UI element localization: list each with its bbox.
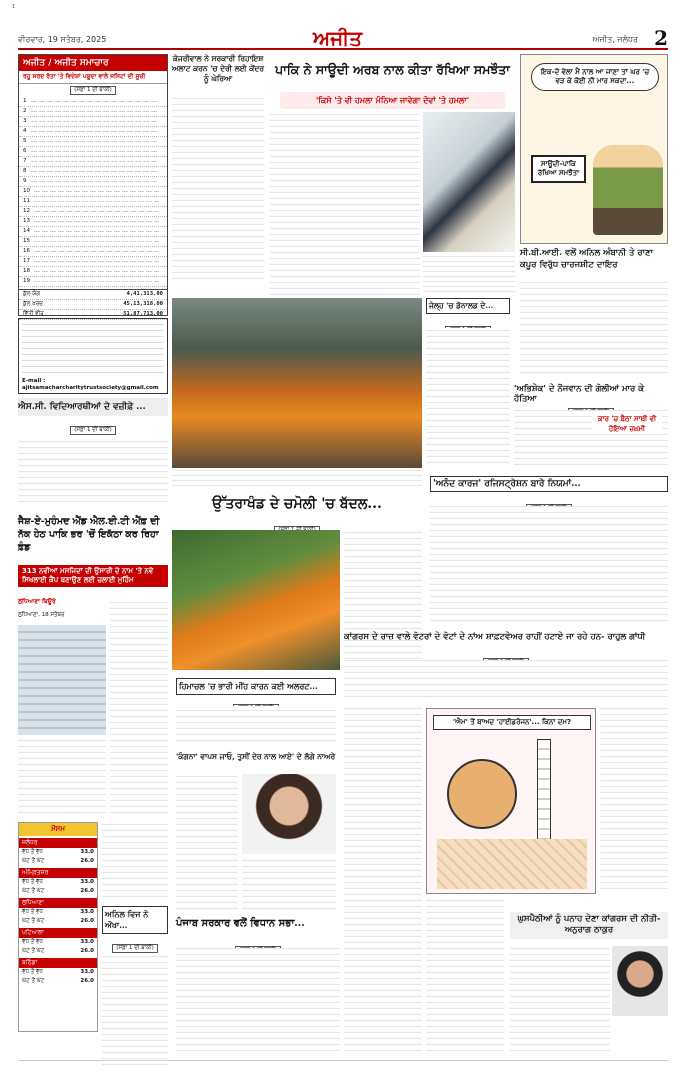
row-text [31, 151, 160, 152]
weather-city: ਲੁਧਿਆਣਾ [19, 898, 97, 908]
row-label: 12 [23, 208, 30, 214]
weather-min-value: 26.0 [80, 888, 94, 894]
row-label: 17 [23, 258, 30, 264]
weather-min-label: ਘੱਟ ਤੋਂ ਘੱਟ [22, 948, 45, 954]
rahul-body-3 [426, 898, 504, 1056]
relief-fund-row [19, 177, 167, 187]
abhishek-kaar-sub: ਕਾਰ 'ਚ ਬੈਠਾ ਸਾਥੀ ਵੀ ਹੋਇਆ ਜ਼ਖ਼ਮੀ [592, 414, 662, 434]
row-text [34, 281, 159, 282]
relief-fund-row [19, 267, 167, 277]
sc-students-body [18, 437, 168, 507]
kangana-headline: 'ਕੰਗਨਾ' ਵਾਪਸ ਜਾਓ, ਤੁਸੀਂ ਦੇਰ ਨਾਲ ਆਏ' ਦੇ ਲੱਗੇ ਨਾਅਰੇ [176, 752, 336, 761]
relief-fund-row [19, 217, 167, 227]
kejriwal-story [172, 54, 264, 98]
anand-headline: 'ਅਨੰਦ ਕਾਰਜ' ਰਜਿਸਟ੍ਰੇਸ਼ਨ ਬਾਰੇ ਨਿਯਮਾਂ... [430, 476, 668, 492]
row-text [34, 251, 159, 252]
jail-headline: ਜੇਲ੍ਹ 'ਚ ਡੋਨਾਲਡ ਦੇ... [429, 301, 494, 310]
weather-max-row [19, 908, 97, 917]
ludhiana-dateline: ਲੁਧਿਆਣਾ, 18 ਸਤੰਬਰ [18, 612, 65, 618]
cartoon2-face [447, 759, 517, 829]
jaish-red-subhead: 313 ਨਵੀਆਂ ਮਸਜਿਦਾਂ ਦੀ ਉਸਾਰੀ ਦੇ ਨਾਮ 'ਤੇ ਨਵੇਂ ਸਿਖਲਾਈ ਕੈਂਪ ਬਣਾਉਣ ਲਈ ਚਲਾਈ ਮੁਹਿੰਮ [18, 565, 168, 587]
row-label: 7 [23, 158, 27, 164]
row-label: 11 [23, 198, 30, 204]
row-label: 15 [23, 238, 30, 244]
total-label: ਵਿੱਤੀ ਵੀਰ [23, 311, 44, 317]
weather-max-value: 33.0 [80, 969, 94, 975]
anand-body [430, 506, 668, 626]
row-text [34, 201, 159, 202]
cbi-body [520, 278, 668, 378]
kangana-body [176, 774, 238, 914]
row-label: 19 [23, 278, 30, 284]
row-text [31, 171, 160, 172]
sc-students-story [18, 398, 168, 510]
relief-fund-row [19, 157, 167, 167]
weather-max-label: ਵੱਧ ਤੋਂ ਵੱਧ [22, 909, 43, 915]
row-label: 1 [23, 98, 27, 104]
rescue-team-photo [172, 530, 340, 670]
relief-fund-row [19, 137, 167, 147]
weather-min-row [19, 857, 97, 866]
print-footer [18, 1060, 668, 1070]
weather-min-row [19, 947, 97, 956]
weather-min-label: ਘੱਟ ਤੋਂ ਘੱਟ [22, 918, 45, 924]
section-tag: (ਸਫ਼ਾ 1 ਦੀ ਬਾਕੀ) [70, 426, 116, 435]
trust-ad-email: E-mail : ajitsamacharcharitytrustsociety@gmail.com [22, 378, 159, 392]
jail-story [426, 298, 510, 314]
jail-body [426, 328, 510, 468]
anurag-body [510, 946, 610, 1056]
weather-max-row [19, 848, 97, 857]
jaish-body [110, 598, 168, 818]
weather-city: ਬਠਿੰਡਾ [19, 958, 97, 968]
row-label: 3 [23, 118, 27, 124]
row-label: 9 [23, 178, 27, 184]
total-label: ਕੁੱਲ ਯੋਗ [23, 291, 41, 297]
bureau-label: ਲੁਧਿਆਣਾ ਬਿਊਰੋ [18, 598, 56, 605]
relief-fund-row [19, 227, 167, 237]
anil-story [102, 906, 168, 1056]
weather-max-label: ਵੱਧ ਤੋਂ ਵੱਧ [22, 969, 43, 975]
weather-max-row [19, 878, 97, 887]
weather-min-label: ਘੱਟ ਤੋਂ ਘੱਟ [22, 978, 45, 984]
relief-fund-row [19, 207, 167, 217]
cartoon-speech: ਇਕ-ਦੋ ਵੇਲਾ ਮੈਂ ਨਾਲ ਆ ਜਾਣਾ ਤਾਂ ਘਰ 'ਚ ਵੜ ਕੇ ਕੋਈ ਨੀ ਮਾਰ ਸਕਦਾ... [531, 63, 659, 91]
kangana-body-2 [242, 858, 336, 914]
row-label: 16 [23, 248, 30, 254]
punjab-body [176, 948, 340, 1056]
pak-saudi-body [270, 112, 420, 312]
anil-body [102, 955, 168, 1070]
cartoon2-caption: 'ਐਮ' ਤੋਂ ਬਾਅਦ 'ਹਾਈਡਰੋਜਨ'... ਕਿਨਾ ਦਮ? [433, 715, 591, 730]
relief-fund-row [19, 127, 167, 137]
kejriwal-headline: ਕੇਜਰੀਵਾਲ ਨੇ ਸਰਕਾਰੀ ਰਿਹਾਇਸ਼ ਅਲਾਟ ਕਰਨ 'ਚ ਦੇਰੀ ਲਈ ਕੇਂਦਰ ਨੂੰ ਘੇਰਿਆ [172, 54, 264, 84]
misc-body [102, 822, 168, 902]
cbi-headline: ਸੀ.ਬੀ.ਆਈ. ਵਲੋਂ ਅਨਿਲ ਅੰਬਾਨੀ ਤੇ ਰਾਣਾ ਕਪੂਰ ਵਿਰੁੱਧ ਚਾਰਜਸ਼ੀਟ ਦਾਇਰ [520, 248, 654, 270]
weather-max-row [19, 968, 97, 977]
row-text [31, 101, 160, 102]
row-text [31, 121, 160, 122]
row-text [34, 221, 159, 222]
weather-max-value: 33.0 [80, 849, 94, 855]
leaders-caption [423, 256, 515, 296]
total-value: 45,13,318.00 [123, 301, 163, 307]
anil-headline: ਅਨਿਲ ਵਿਜ ਨੇ ਔਖਾ... [102, 906, 168, 934]
relief-fund-sub: ਰਹੂ ਸਰਦ ਰੱਤਾ 'ਤੇ ਵਿਦੇਸ਼ਾਂ ਪਸ਼ੂਦਾ ਵਾਲੇ ਜਸਿਟਾਂ ਦੀ ਸੂਚੀ [19, 71, 167, 84]
weather-max-label: ਵੱਧ ਤੋਂ ਵੱਧ [22, 939, 43, 945]
row-text [31, 181, 160, 182]
relief-fund-head: ਅਜੀਤ / ਅਜੀਤ ਸਮਾਚਾਰ [19, 55, 167, 71]
weather-city: ਅੰਮ੍ਰਿਤਸਰ [19, 868, 97, 878]
weather-box [18, 822, 98, 1032]
cartoon-sign: ਸਾਊਦੀ-ਪਾਕਿ ਰੱਖਿਆ ਸਮਝੌਤਾ [531, 155, 586, 183]
pak-saudi-headline: ਪਾਕਿ ਨੇ ਸਾਊਦੀ ਅਰਬ ਨਾਲ ਕੀਤਾ ਰੱਖਿਆ ਸਮਝੌਤਾ [275, 62, 510, 77]
himachal-body [176, 706, 336, 746]
weather-max-value: 33.0 [80, 939, 94, 945]
weather-max-value: 33.0 [80, 909, 94, 915]
weather-max-label: ਵੱਧ ਤੋਂ ਵੱਧ [22, 879, 43, 885]
cartoon2-rocket [537, 739, 551, 849]
row-label: 18 [23, 268, 30, 274]
weather-min-value: 26.0 [80, 948, 94, 954]
rahul-body [344, 660, 668, 702]
weather-max-row [19, 938, 97, 947]
jaish-body-2 [18, 740, 106, 818]
abhishek-headline: 'ਅਭਿਸ਼ੇਕ' ਦੇ ਨੌਜਵਾਨ ਦੀ ਗੋਲੀਆਂ ਮਾਰ ਕੇ ਹੱਤਿਆ [514, 384, 645, 404]
row-text [31, 131, 160, 132]
jaish-headline: ਜੈਸ਼-ਏ-ਮੁਹੰਮਦ ਐਂਡ ਐਲ.ਈ.ਟੀ ਐਂਫ਼ ਦੀ ਨੱਕ ਹੇਠ ਪਾਕਿ ਭਰ 'ਚੋਂ ਇਕੱਠਾ ਕਰ ਰਿਹਾ ਫ਼ੰਡ [18, 516, 160, 553]
total-label: ਕੁੱਲ ਖ਼ਰਚ [23, 301, 43, 307]
hydrogen-cartoon [426, 708, 596, 894]
relief-fund-box [18, 54, 168, 316]
crowd-caption [172, 470, 422, 490]
relief-fund-row [19, 277, 167, 287]
relief-fund-total [19, 300, 167, 310]
anurag-headline: ਘੁਸਪੈਠੀਆਂ ਨੂੰ ਪਨਾਹ ਦੇਣਾ ਕਾਂਗਰਸ ਦੀ ਨੀਤੀ- ਅਨੁਰਾਗ ਠਾਕੁਰ [510, 912, 668, 939]
row-label: 10 [23, 188, 30, 194]
relief-fund-row [19, 247, 167, 257]
himachal-headline: ਹਿਮਾਚਲ 'ਚ ਭਾਰੀ ਮੀਂਹ ਕਾਰਨ ਕਈ ਅਲਰਟ... [176, 678, 336, 695]
section-tag: (ਸਫ਼ਾ 1 ਦੀ ਬਾਕੀ) [70, 86, 116, 95]
weather-max-label: ਵੱਧ ਤੋਂ ਵੱਧ [22, 849, 43, 855]
weather-min-value: 26.0 [80, 858, 94, 864]
row-label: 5 [23, 138, 27, 144]
page-number: 2 [654, 26, 668, 50]
editorial-cartoon [520, 54, 668, 244]
pak-saudi-subhead: 'ਕਿਸੇ 'ਤੇ ਵੀ ਹਮਲਾ ਮੰਨਿਆ ਜਾਵੇਗਾ ਦੋਵਾਂ 'ਤੇ ਹਮਲਾ' [280, 92, 505, 109]
row-label: 4 [23, 128, 27, 134]
punjab-headline: ਪੰਜਾਬ ਸਰਕਾਰ ਵਲੋਂ ਵਿਧਾਨ ਸਭਾ... [176, 918, 305, 929]
relief-fund-row [19, 257, 167, 267]
weather-min-label: ਘੱਟ ਤੋਂ ਘੱਟ [22, 858, 45, 864]
row-text [31, 111, 160, 112]
row-text [34, 231, 159, 232]
row-text [34, 211, 159, 212]
weather-city: ਪਟਿਆਲਾ [19, 928, 97, 938]
row-text [31, 161, 160, 162]
rahul-body-2 [344, 706, 422, 1056]
paper-title: ਅਜੀਤ [313, 26, 363, 50]
row-text [34, 271, 159, 272]
weather-min-value: 26.0 [80, 918, 94, 924]
total-value: 4,41,313.00 [126, 291, 163, 297]
sc-students-headline: ਐਸ.ਸੀ. ਵਿਦਿਆਰਥੀਆਂ ਦੇ ਵਜ਼ੀਫ਼ੇ ... [18, 398, 168, 416]
masthead [18, 26, 668, 50]
weather-min-value: 26.0 [80, 978, 94, 984]
weather-city: ਜਲੰਧਰ [19, 838, 97, 848]
crowd-rescue-photo [172, 298, 422, 468]
weather-min-label: ਘੱਟ ਤੋਂ ਘੱਟ [22, 888, 45, 894]
row-label: 8 [23, 168, 27, 174]
weather-max-value: 33.0 [80, 879, 94, 885]
total-value: 51,87,713.00 [123, 311, 163, 317]
row-text [34, 241, 159, 242]
cartoon-figures [593, 145, 663, 235]
row-label: 6 [23, 148, 27, 154]
row-label: 13 [23, 218, 30, 224]
issue-date: ਵੀਰਵਾਰ, 19 ਸਤੰਬਰ, 2025 [18, 35, 107, 44]
ludhiana-bureau [18, 598, 106, 612]
leaders-photo [423, 112, 515, 252]
trust-ad [18, 318, 168, 394]
relief-fund-row [19, 117, 167, 127]
anurag-portrait [612, 946, 668, 1016]
rahul-headline: ਕਾਂਗਰਸ ਦੇ ਰਾਜ਼ ਵਾਲੇ ਵੋਟਰਾਂ ਦੇ ਵੋਟਾਂ ਦੇ ਨਾਂਅ ਸਾਫ਼ਟਵੇਅਰ ਰਾਹੀਂ ਹਟਾਏ ਜਾ ਰਹੇ ਹਨ- ਰਾਹੁਲ ਗਾਂਧੀ [344, 632, 646, 642]
row-text [31, 141, 160, 142]
weather-list [19, 838, 97, 986]
documents-photo [18, 625, 106, 735]
kangana-portrait [242, 774, 336, 854]
edition-label: ਅਜੀਤ, ਜਲੰਧਰ [592, 35, 638, 44]
relief-fund-row [19, 107, 167, 117]
weather-min-row [19, 887, 97, 896]
section-tag: (ਸਫ਼ਾ 1 ਦੀ ਬਾਕੀ) [112, 944, 158, 953]
relief-fund-row [19, 167, 167, 177]
weather-min-row [19, 917, 97, 926]
row-label: 14 [23, 228, 30, 234]
relief-fund-total [19, 290, 167, 300]
relief-fund-row [19, 97, 167, 107]
relief-fund-row [19, 187, 167, 197]
weather-min-row [19, 977, 97, 986]
relief-fund-row [19, 237, 167, 247]
relief-fund-row [19, 197, 167, 207]
row-text [34, 261, 159, 262]
row-text [34, 191, 159, 192]
relief-fund-list [19, 97, 167, 287]
uttarakhand-headline: ਉੱਤਰਾਖੰਡ ਦੇ ਚਮੋਲੀ 'ਚ ਬੱਦਲ... [212, 496, 382, 512]
kejriwal-body [172, 98, 264, 284]
print-strip: I [12, 4, 16, 10]
relief-fund-totals [19, 289, 167, 320]
right-column-body [600, 708, 668, 894]
cartoon2-ground [437, 839, 587, 889]
relief-fund-row [19, 147, 167, 157]
row-label: 2 [23, 108, 27, 114]
weather-head: ਮੌਸਮ [19, 823, 97, 836]
